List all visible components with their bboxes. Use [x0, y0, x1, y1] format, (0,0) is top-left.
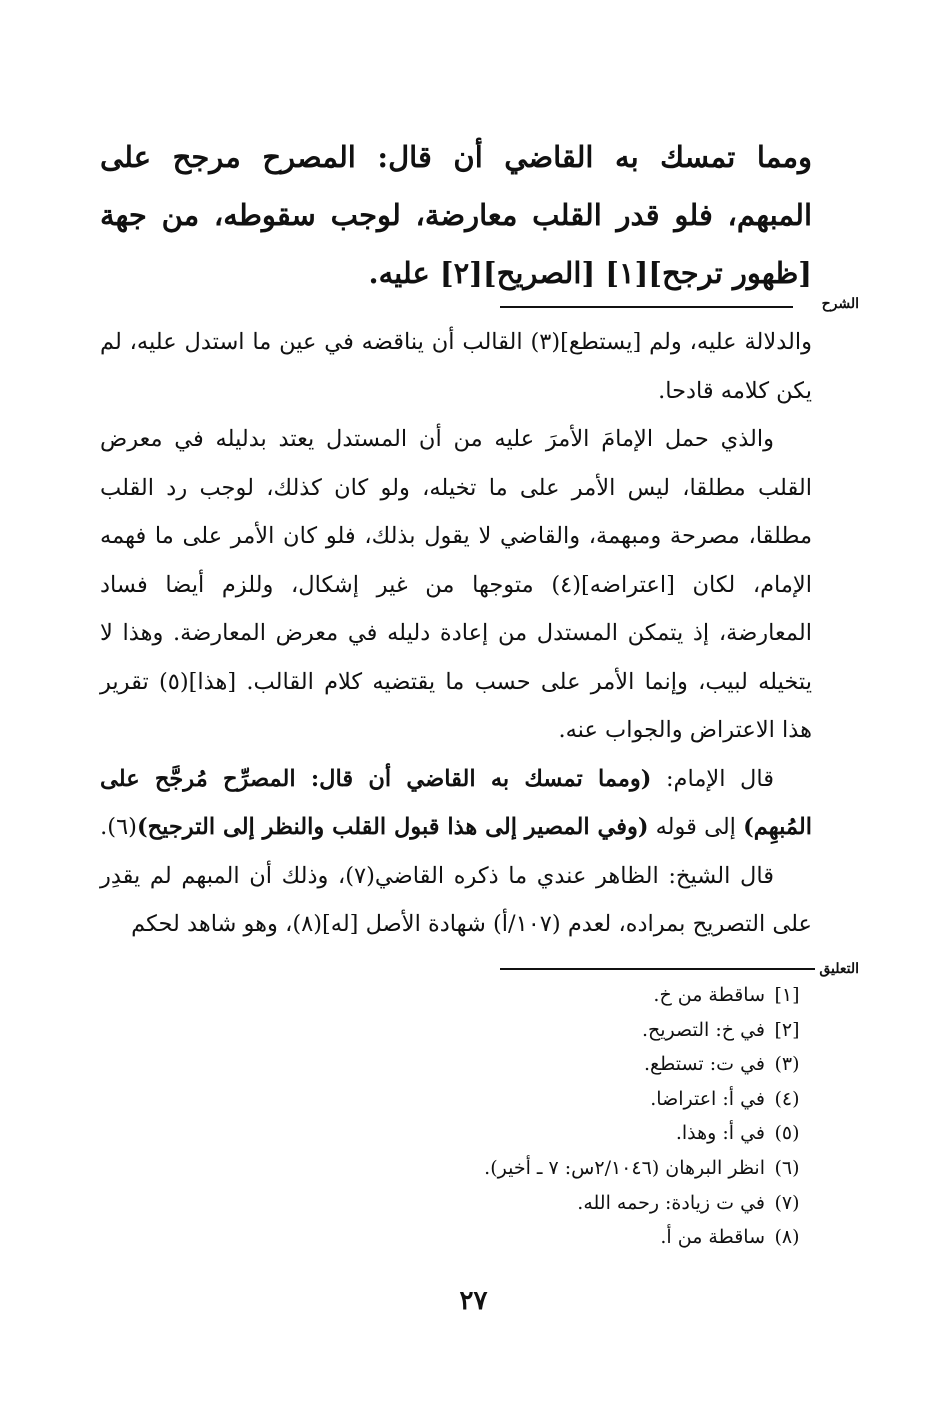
- footnote-number: (٨): [774, 1226, 800, 1249]
- sharh-label: الشرح: [821, 296, 859, 312]
- footnote-number: [١]: [774, 984, 800, 1006]
- footnote-number: (٥): [774, 1122, 800, 1145]
- footnotes: [249, 978, 809, 1255]
- quote-text-end: (وفي المصير إلى هذا قبول القلب والنظر إلى الترجيح): [136, 814, 649, 840]
- quote-footnote-ref: (٦).: [100, 814, 137, 840]
- footnote-text: في خ: التصريح.: [641, 1018, 765, 1041]
- sharh-paragraph-1: والدلالة عليه، ولم [يستطع](٣) القالب أن يناقضه في عين ما استدل عليه، لم يكن كلامه قادحا.: [100, 329, 812, 404]
- quote-text: (ومما تمسك به القاضي أن قال: المصرِّح مُرجَّح على المُبهِم): [100, 765, 812, 840]
- sharh-paragraph-4: قال الشيخ: الظاهر عندي ما ذكره القاضي(٧)، وذلك أن المبهم لم يقدِر على التصريح بمراده، لعدم (١٠٧/أ) شهادة الأصل [له](٨)، وهو شاهد لحكم: [100, 862, 812, 937]
- taliq-divider: [500, 968, 815, 970]
- footnote-text: في أ: اعتراضا.: [650, 1087, 765, 1110]
- footnote-item: [249, 1047, 809, 1082]
- footnote-item: [249, 1151, 809, 1186]
- footnote-text: في أ: وهذا.: [675, 1122, 765, 1145]
- footnote-number: [٢]: [774, 1018, 800, 1041]
- footnote-text: في ت زيادة: رحمه الله.: [577, 1191, 765, 1214]
- footnote-item: [249, 1082, 809, 1117]
- footnote-number: (٤): [774, 1087, 800, 1110]
- sharh-paragraph-2: والذي حمل الإمامَ الأمرَ عليه من أن المستدل يعتد بدليله في معرض القلب مطلقا، ليس الأمر على ما تخيله، ولو كان كذلك، لوجب رد القلب مطلقا، مصرحة ومبهمة، والقاضي لا يقول بذلك، فلو كان الأمر على ما فهمه الإمام، لكان [اعتراضه](٤) متوجها من غير إشكال، وللزم أيضا فساد المعارضة، إذ يتمكن المستدل من إعادة دليله في معرض المعارضة. وهذا لا يتخيله لبيب، وإنما الأمر على حسب ما يقتضيه كلام القالب. [هذا](٥) تقرير هذا الاعتراض والجواب عنه.: [100, 426, 812, 743]
- page-number: ٢٧: [459, 1286, 488, 1316]
- sharh-paragraph-3: [100, 755, 812, 852]
- footnote-item: [249, 1116, 809, 1151]
- footnote-item: [249, 1013, 809, 1048]
- footnote-item: [249, 1186, 809, 1221]
- footnote-number: (٦): [774, 1156, 800, 1179]
- quote-intro: قال الإمام:: [651, 765, 775, 792]
- quote-connector: إلى قوله: [648, 814, 744, 840]
- footnote-number: (٣): [774, 1053, 800, 1076]
- sharh-divider: [500, 306, 793, 308]
- footnote-text: ساقطة من أ.: [660, 1226, 765, 1249]
- footnote-text: في ت: تستطع.: [644, 1053, 765, 1076]
- footnote-number: (٧): [774, 1191, 800, 1214]
- sharh-text: [100, 318, 812, 949]
- footnote-item: [249, 978, 809, 1013]
- matn-text: ومما تمسك به القاضي أن قال: المصرح مرجح على المبهم، فلو قدر القلب معارضة، لوجب سقوطه، من جهة [ظهور ترجح][١] [الصريح][٢] عليه.: [100, 140, 812, 290]
- taliq-label: التعليق: [819, 961, 859, 977]
- footnote-item: [249, 1220, 809, 1255]
- footnote-text: ساقطة من خ.: [653, 984, 765, 1006]
- footnote-text: انظر البرهان (٢/١٠٤٦س: ٧ ـ أخير).: [484, 1156, 765, 1179]
